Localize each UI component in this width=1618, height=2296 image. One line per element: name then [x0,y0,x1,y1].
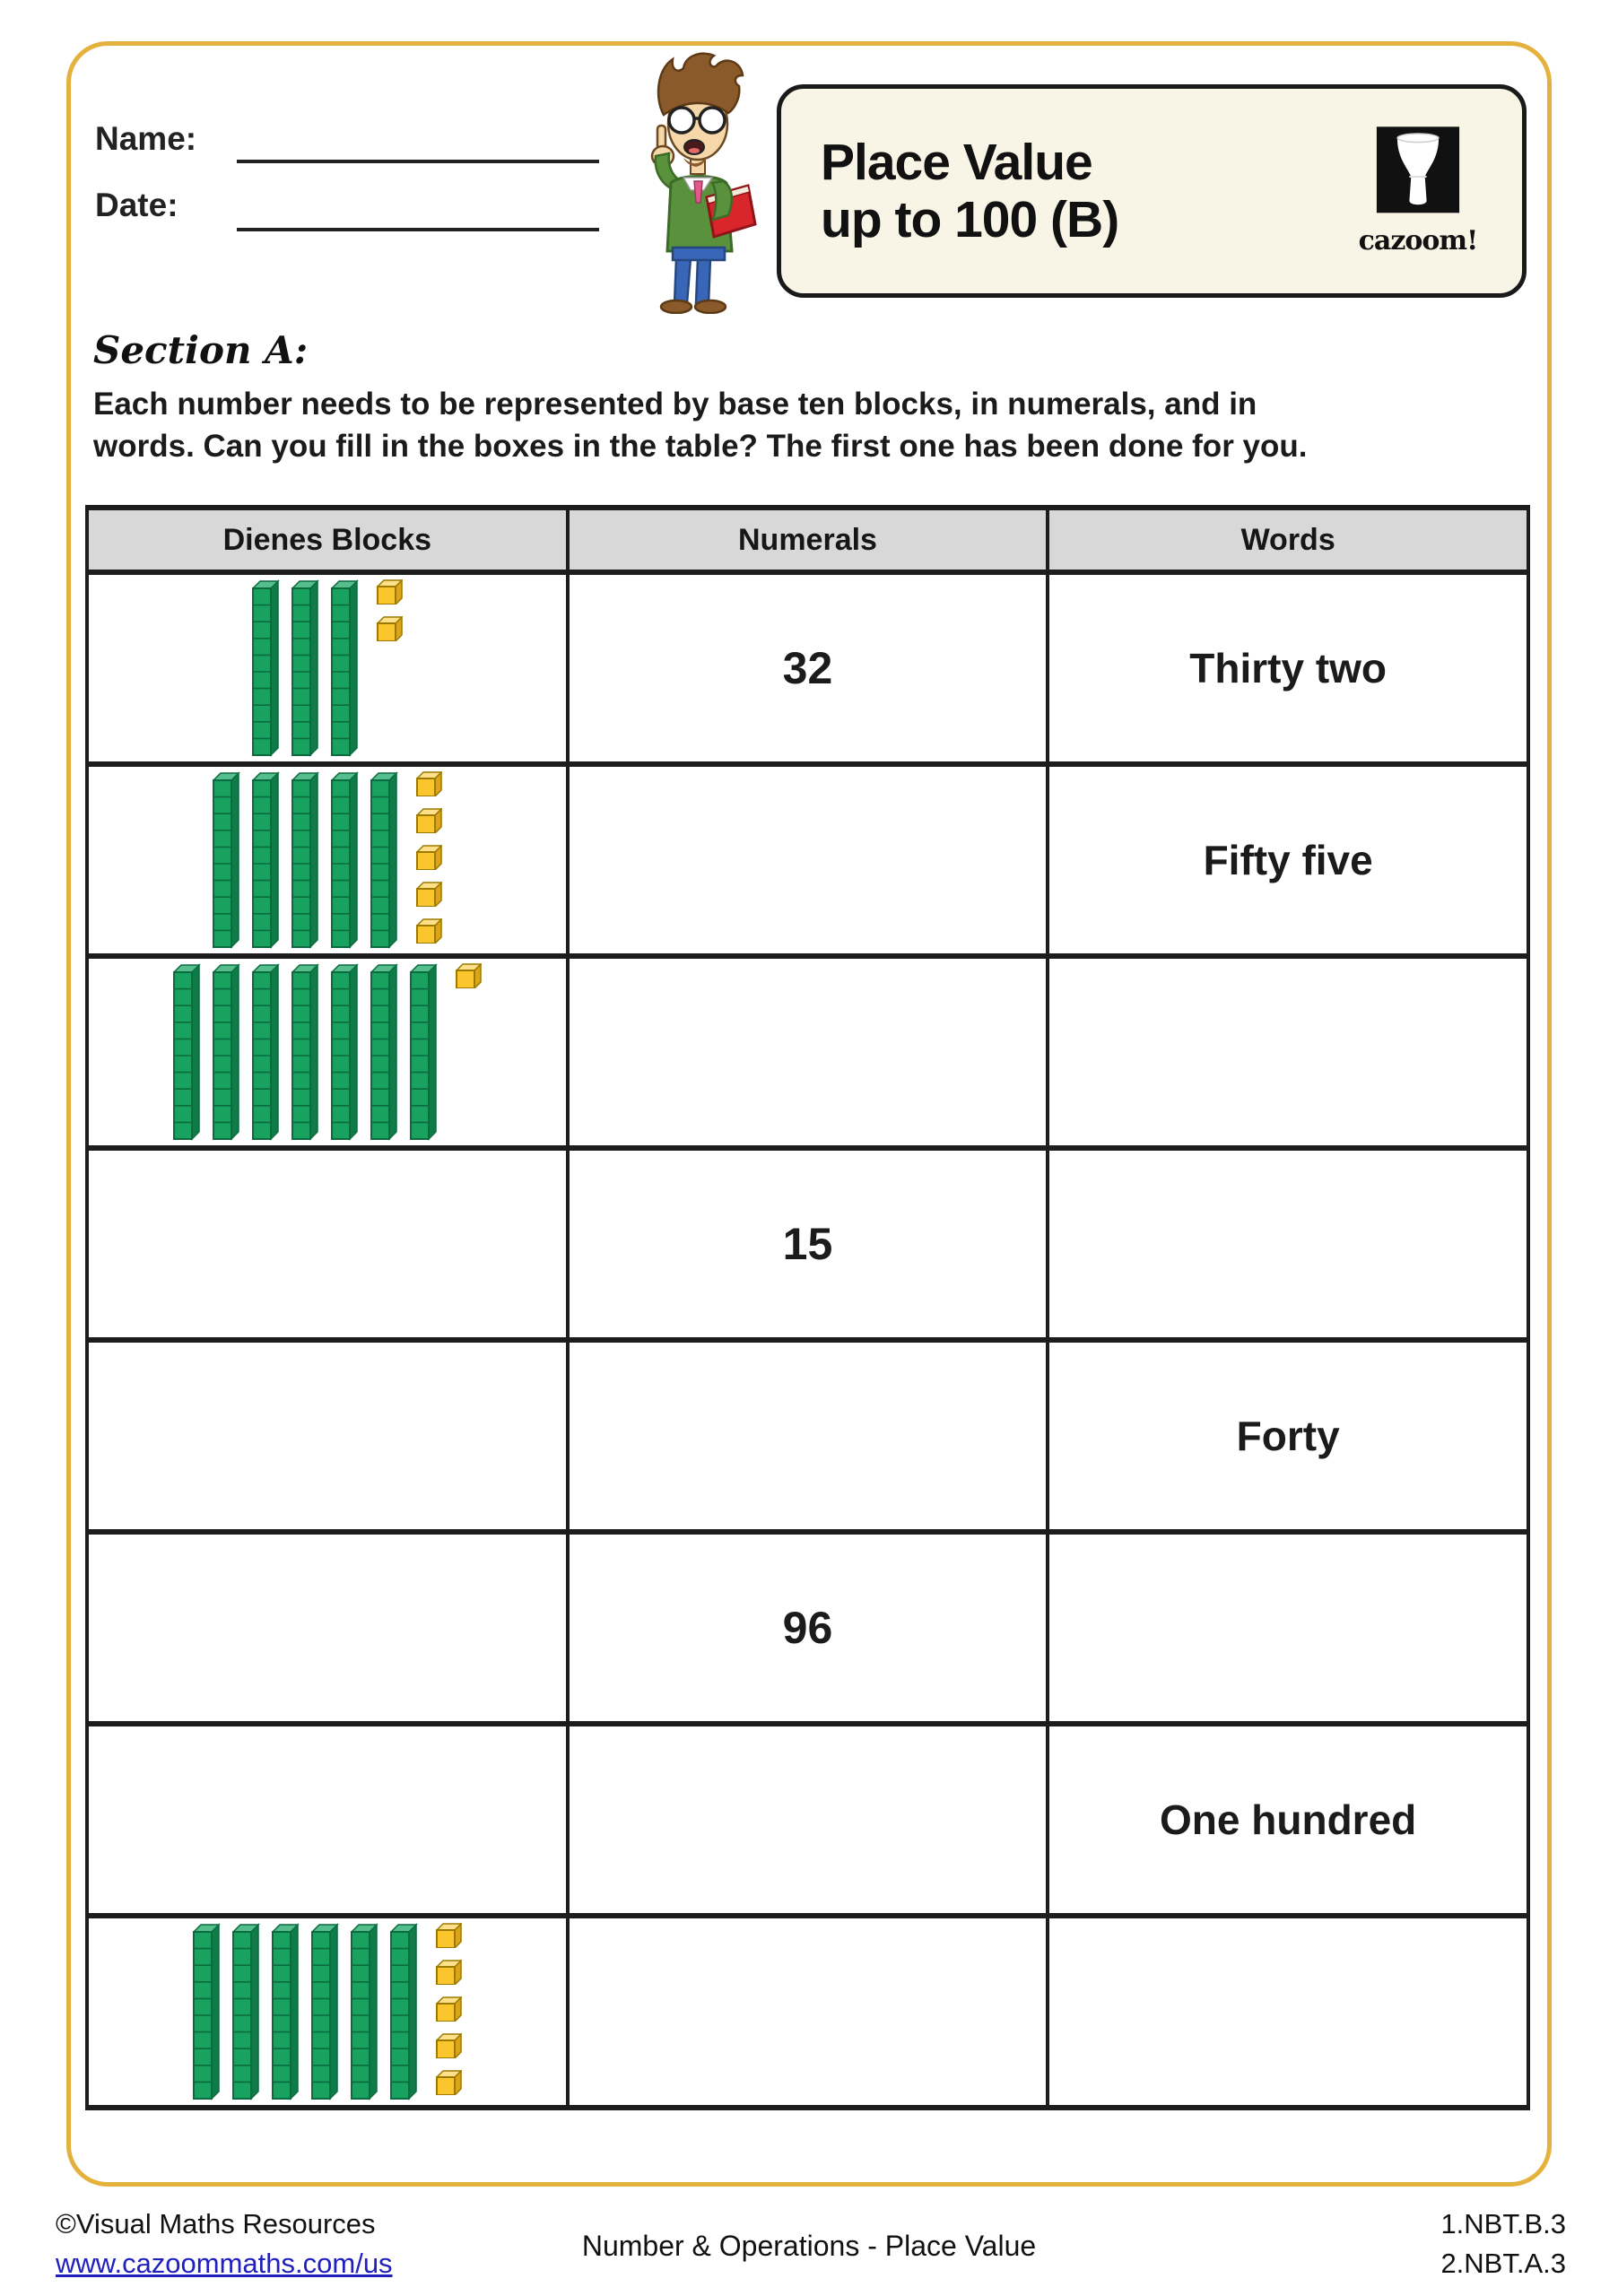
place-value-table [85,505,1530,2110]
tens-rod [213,963,240,1141]
column-header: Words [1048,508,1528,572]
dienes-blocks-group [89,771,566,949]
cazoom-drum-icon [1375,126,1461,227]
dienes-blocks-group [89,963,566,1141]
ones-cube [416,845,442,870]
worksheet-title [821,134,1118,249]
cazoom-logo [1346,126,1490,257]
cazoom-link[interactable]: www.cazoommaths.com/us [56,2248,393,2280]
instruction-line1: Each number needs to be represented by base ten blocks, in numerals, and in [93,387,1257,422]
tens-rod [370,771,398,949]
table-row [87,1340,1528,1532]
ones-cube [416,882,442,907]
numeral-cell: 15 [568,1148,1048,1340]
title-line1: Place Value [821,133,1092,191]
tens-rod [291,771,319,949]
tens-rod [252,579,280,757]
dienes-cell [87,1916,568,2108]
standard-code-2: 2.NBT.A.3 [1440,2248,1566,2280]
dienes-cell[interactable] [87,1532,568,1724]
tens-rod [213,771,240,949]
numeral-cell[interactable] [568,1340,1048,1532]
words-cell: Fifty five [1048,764,1528,956]
date-write-line [237,228,599,231]
tens-rod [331,771,359,949]
tens-rod [193,1923,221,2100]
ones-cube [436,2033,462,2058]
tens-rod [311,1923,339,2100]
table-row [87,1148,1528,1340]
dienes-blocks-group [89,579,566,757]
tens-rod [410,963,438,1141]
ones-cube [436,1923,462,1948]
footer-standards [1440,2205,1566,2283]
logo-wordmark: cazoom! [1358,224,1478,257]
dienes-cell [87,764,568,956]
tens-rod [370,963,398,1141]
ones-cube [377,616,403,641]
ones-cube-column [377,579,403,641]
words-cell[interactable] [1048,1532,1528,1724]
section-heading: Section A: [93,328,309,372]
numeral-cell[interactable] [568,1724,1048,1916]
table-row [87,1724,1528,1916]
words-cell[interactable] [1048,1148,1528,1340]
title-box [777,84,1527,298]
ones-cube [416,918,442,944]
dienes-cell[interactable] [87,1340,568,1532]
dienes-cell[interactable] [87,1724,568,1916]
words-cell: Thirty two [1048,572,1528,764]
ones-cube [377,579,403,604]
tens-rod [232,1923,260,2100]
words-cell[interactable] [1048,956,1528,1148]
name-label: Name: [95,120,197,157]
dienes-cell [87,572,568,764]
numeral-cell: 96 [568,1532,1048,1724]
column-header: Dienes Blocks [87,508,568,572]
footer-category: Number & Operations - Place Value [581,2230,1037,2262]
table-row [87,956,1528,1148]
dienes-blocks-group [89,1923,566,2100]
tens-rod [291,579,319,757]
table-row [87,1532,1528,1724]
words-cell: Forty [1048,1340,1528,1532]
table-header-row [87,508,1528,572]
title-line2: up to 100 (B) [821,191,1119,248]
ones-cube [456,963,482,988]
instruction-line2: words. Can you fill in the boxes in the table? The first one has been done for you. [93,428,1308,464]
words-cell[interactable] [1048,1916,1528,2108]
tens-rod [291,963,319,1141]
tens-rod [390,1923,418,2100]
tens-rod [331,579,359,757]
tens-rod [252,963,280,1141]
ones-cube [436,1996,462,2022]
column-header: Numerals [568,508,1048,572]
table-row [87,764,1528,956]
numeral-cell[interactable] [568,764,1048,956]
tens-rod [272,1923,300,2100]
numeral-cell[interactable] [568,956,1048,1148]
numeral-cell: 32 [568,572,1048,764]
tens-rod [351,1923,378,2100]
ones-cube [436,2070,462,2095]
ones-cube [416,771,442,796]
table-row [87,572,1528,764]
ones-cube [436,1960,462,1985]
tens-rod [173,963,201,1141]
dienes-cell [87,956,568,1148]
ones-cube-column [436,1923,462,2095]
instructions [93,384,1551,468]
place-value-table-wrap [85,505,1530,2110]
name-write-line [237,160,599,163]
numeral-cell[interactable] [568,1916,1048,2108]
tens-rod [331,963,359,1141]
copyright-text: ©Visual Maths Resources [56,2208,376,2239]
words-cell: One hundred [1048,1724,1528,1916]
ones-cube [416,808,442,833]
tens-rod [252,771,280,949]
ones-cube-column [416,771,442,944]
standard-code-1: 1.NBT.B.3 [1440,2208,1566,2239]
teacher-pointing-cartoon [615,47,780,314]
dienes-cell[interactable] [87,1148,568,1340]
table-body [87,572,1528,2108]
date-label: Date: [95,187,178,223]
ones-cube-column [456,963,482,988]
table-row [87,1916,1528,2108]
